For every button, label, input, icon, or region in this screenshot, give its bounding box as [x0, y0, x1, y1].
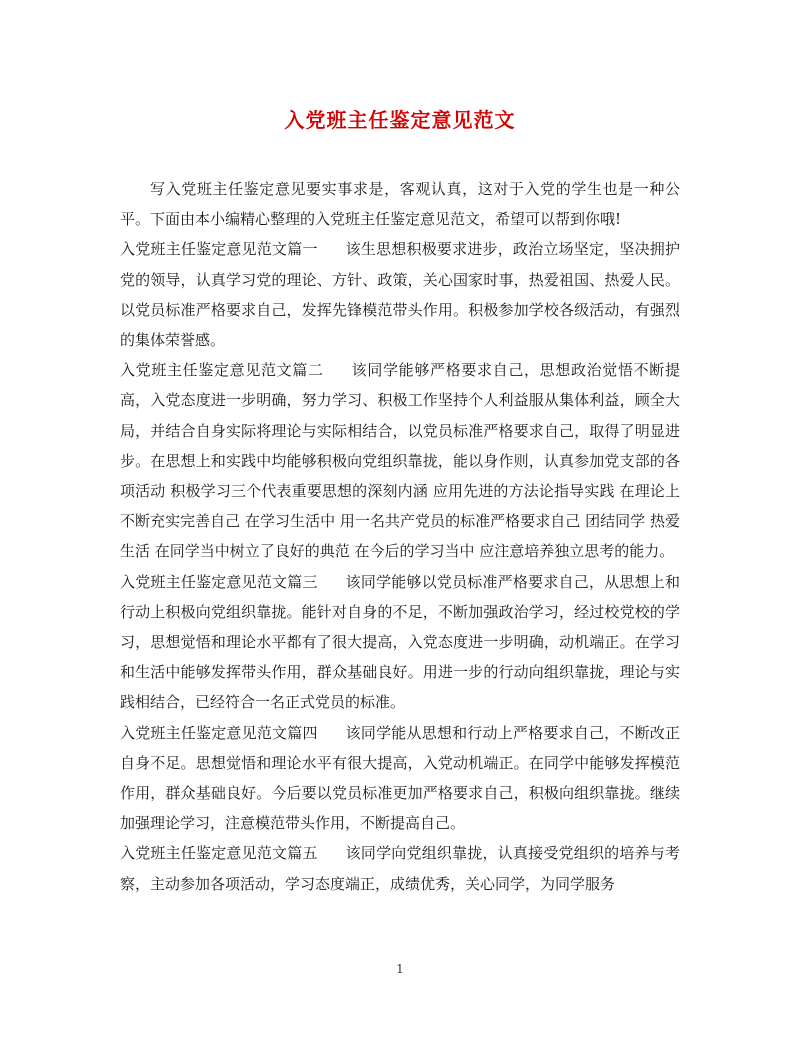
section-heading: 入党班主任鉴定意见范文篇二	[120, 361, 324, 380]
section-text: 该同学能够严格要求自己，思想政治觉悟不断提高，入党态度进一步明确，努力学习、积极工作坚持个人利益服从集体利益，顾全大局，并结合自身实际将理论与实际相结合，以党员标准严格要求自己，取得了明显进步。在思想上和实践中均能够积极向党组织靠拢，能以身作则，认真参加党支部的各项活动 积极学习三个代表重要思想的深刻内涵 应用先进的方法论指导实践 在理论上不断充实完善自己 在学习生活中 用一名共产党员的标准严格要求自己 团结同学 热爱生活 在同学当中树立了良好的典范 在今后的学习当中 应注意培养独立思考的能力。	[120, 361, 680, 561]
section-text: 该同学能从思想和行动上严格要求自己，不断改正自身不足。思想觉悟和理论水平有很大提高，入党动机端正。在同学中能够发挥模范作用，群众基础良好。今后要以党员标准更加严格要求自己，积极向组织靠拢。继续加强理论学习，注意模范带头作用，不断提高自己。	[120, 723, 680, 833]
intro-paragraph: 写入党班主任鉴定意见要实事求是，客观认真，这对于入党的学生也是一种公平。下面由本小编精心整理的入党班主任鉴定意见范文，希望可以帮到你哦!	[120, 180, 680, 229]
document-title: 入党班主任鉴定意见范文	[284, 108, 516, 132]
section-5	[120, 838, 680, 898]
section-3	[120, 567, 680, 718]
section-text: 该同学能够以党员标准严格要求自己，从思想上和行动上积极向党组织靠拢。能针对自身的不足，不断加强政治学习，经过校党校的学习，思想觉悟和理论水平都有了很大提高，入党态度进一步明确，动机端正。在学习和生活中能够发挥带头作用，群众基础良好。用进一步的行动向组织靠拢，理论与实践相结合，已经符合一名正式党员的标准。	[120, 572, 680, 712]
section-4	[120, 718, 680, 839]
section-text: 该生思想积极要求进步，政治立场坚定，坚决拥护党的领导，认真学习党的理论、方针、政策，关心国家时事，热爱祖国、热爱人民。以党员标准严格要求自己，发挥先锋模范带头作用。积极参加学校各级活动，有强烈的集体荣誉感。	[120, 240, 680, 350]
section-heading: 入党班主任鉴定意见范文篇一	[120, 240, 318, 259]
section-2	[120, 355, 680, 566]
section-heading: 入党班主任鉴定意见范文篇四	[120, 723, 318, 742]
section-text: 该同学向党组织靠拢，认真接受党组织的培养与考察，主动参加各项活动，学习态度端正，成绩优秀，关心同学，为同学服务	[120, 844, 680, 893]
page-number: 1	[396, 962, 404, 976]
document-body	[120, 174, 680, 899]
section-heading: 入党班主任鉴定意见范文篇五	[120, 844, 318, 863]
section-heading: 入党班主任鉴定意见范文篇三	[120, 572, 318, 591]
section-1	[120, 234, 680, 355]
